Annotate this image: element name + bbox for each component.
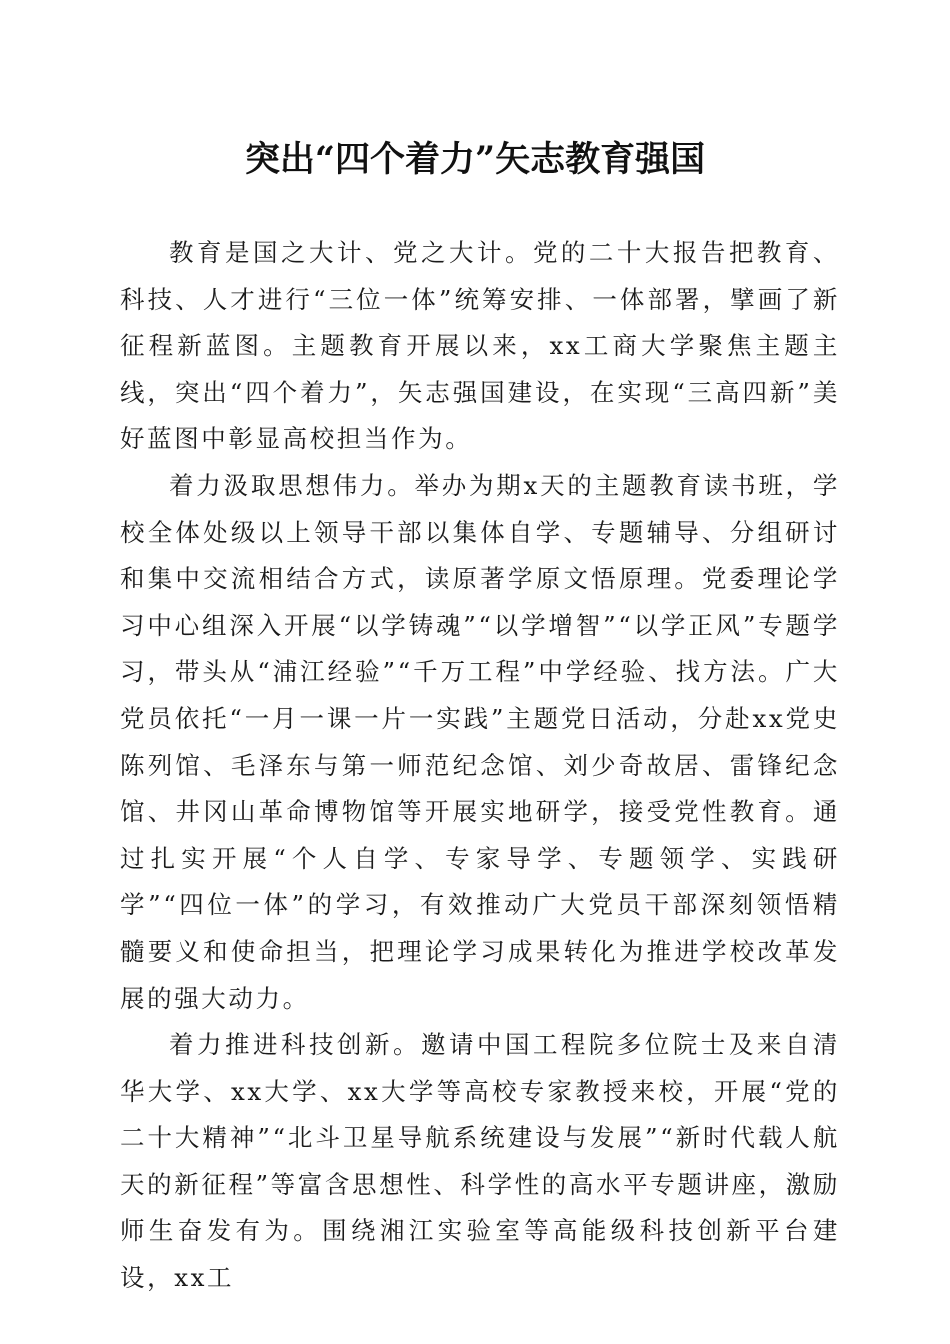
- paragraph-thought: 着力汲取思想伟力。举办为期x天的主题教育读书班，学校全体处级以上领导干部以集体自学、专题辅导、分组研讨和集中交流相结合方式，读原著学原文悟原理。党委理论学习中心组深入开展“以学铸魂”“以学增智”“以学正风”专题学习，带头从“浦江经验”“千万工程”中学经验、找方法。广大党员依托“一月一课一片一实践”主题党日活动，分赴xx党史陈列馆、毛泽东与第一师范纪念馆、刘少奇故居、雷锋纪念馆、井冈山革命博物馆等开展实地研学，接受党性教育。通过扎实开展“个人自学、专家导学、专题领学、实践研学”“四位一体”的学习，有效推动广大党员干部深刻领悟精髓要义和使命担当，把理论学习成果转化为推进学校改革发展的强大动力。: [120, 470, 840, 1013]
- document-body: [120, 230, 840, 1302]
- document-title: 突出“四个着力”矢志教育强国: [244, 139, 706, 180]
- paragraph-innovation: 着力推进科技创新。邀请中国工程院多位院士及来自清华大学、xx大学、xx大学等高校专家教授来校，开展“党的二十大精神”“北斗卫星导航系统建设与发展”“新时代载人航天的新征程”等富含思想性、科学性的高水平专题讲座，激励师生奋发有为。围绕湘江实验室等高能级科技创新平台建设，xx工: [120, 1030, 840, 1293]
- paragraph-intro: 教育是国之大计、党之大计。党的二十大报告把教育、科技、人才进行“三位一体”统筹安排、一体部署，擘画了新征程新蓝图。主题教育开展以来，xx工商大学聚焦主题主线，突出“四个着力”，矢志强国建设，在实现“三高四新”美好蓝图中彰显高校担当作为。: [120, 238, 840, 454]
